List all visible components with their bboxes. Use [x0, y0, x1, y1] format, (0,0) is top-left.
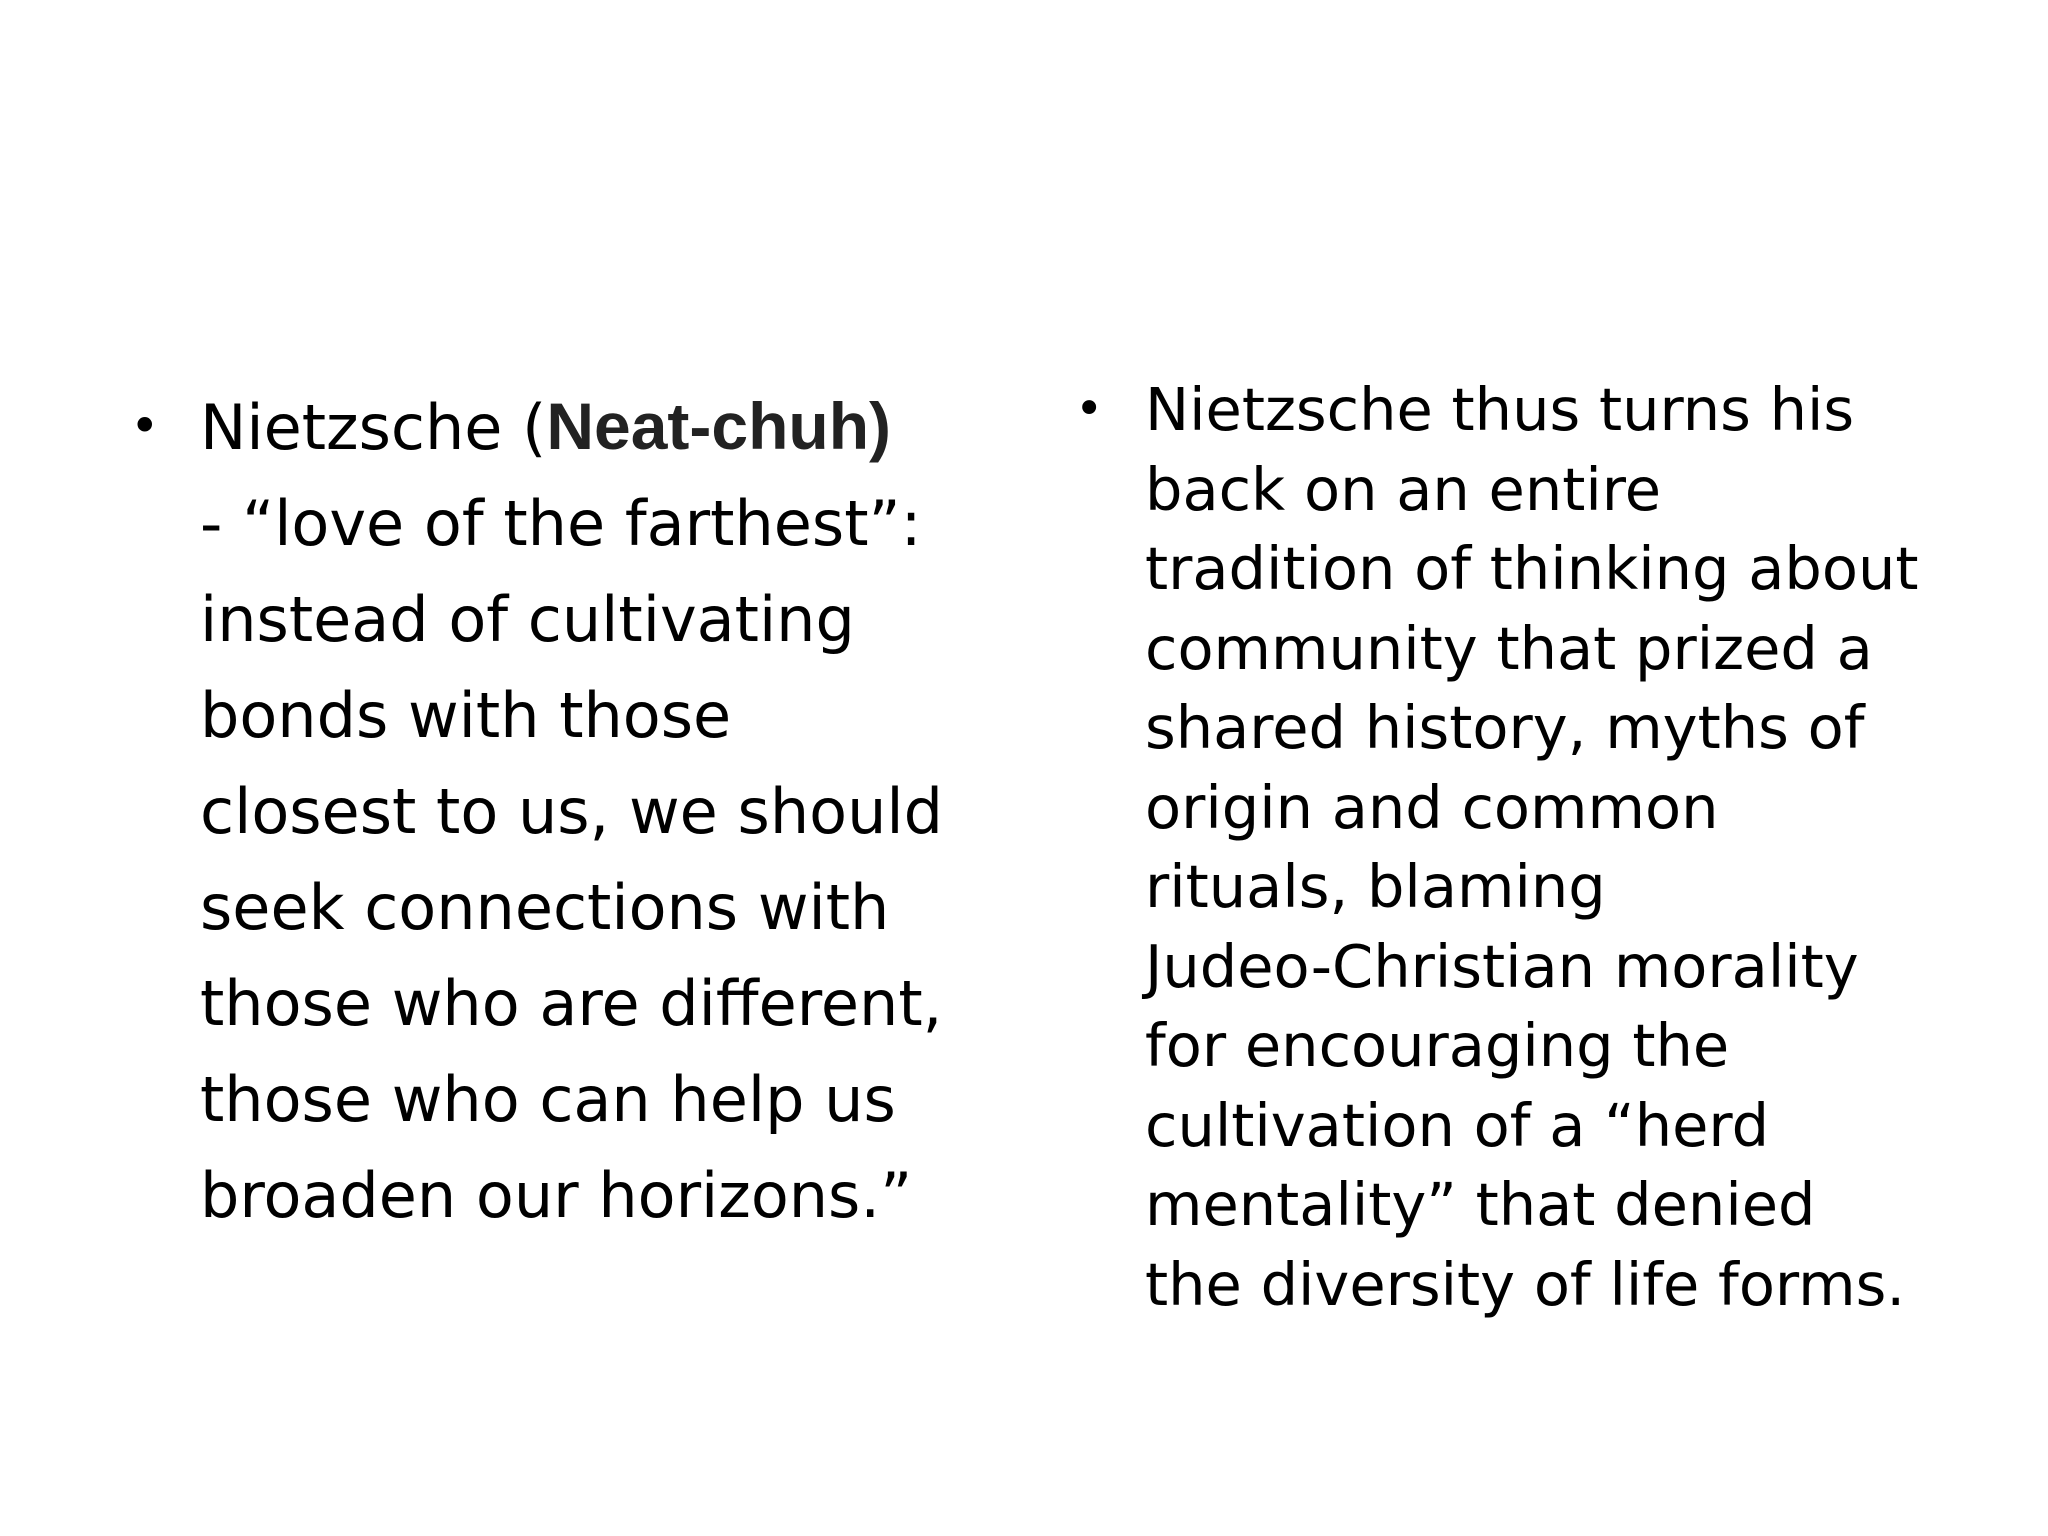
right-line: for encouraging the: [1145, 1011, 1730, 1080]
bullet-icon: •: [130, 397, 160, 455]
right-line: cultivation of a “herd: [1145, 1090, 1770, 1160]
left-line: seek connections with: [200, 871, 890, 944]
left-line: those who are different,: [200, 967, 943, 1040]
bullet-icon: •: [1075, 381, 1104, 437]
right-bullet-item: [1075, 370, 1975, 1324]
left-line: bonds with those: [200, 679, 732, 752]
right-line: the diversity of life forms.: [1145, 1249, 1906, 1319]
left-line: broaden our horizons.”: [200, 1159, 913, 1232]
pronunciation-text: Neat-chuh: [546, 389, 870, 463]
right-column: [1075, 370, 1975, 1324]
left-column: [130, 378, 1010, 1244]
left-line: - “love of the farthest”:: [200, 487, 922, 560]
left-line-1: [200, 378, 1010, 476]
right-line: Nietzsche thus turns his: [1145, 375, 1855, 444]
right-line: rituals, blaming: [1145, 852, 1606, 921]
left-line: instead of cultivating: [200, 583, 855, 656]
name-text: Nietzsche (: [200, 391, 547, 464]
right-line: shared history, myths of: [1145, 693, 1865, 762]
left-line: closest to us, we should: [200, 775, 943, 848]
right-line: community that prized a: [1145, 613, 1873, 683]
right-line: back on an entire: [1145, 454, 1661, 524]
right-line: tradition of thinking about: [1145, 534, 1919, 603]
left-line: those who can help us: [200, 1063, 896, 1136]
right-line: origin and common: [1145, 772, 1719, 842]
pronunciation-close: ): [869, 389, 891, 463]
right-line: Judeo-Christian morality: [1145, 931, 1859, 1001]
right-line: mentality” that denied: [1145, 1170, 1816, 1239]
left-bullet-item: [130, 378, 1010, 1244]
